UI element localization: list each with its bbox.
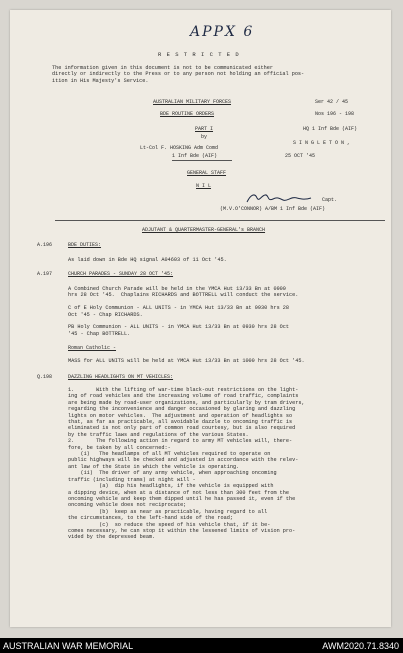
by-label: by xyxy=(201,134,208,140)
classification-heading: R E S T R I C T E D xyxy=(158,51,240,58)
general-staff-heading: GENERAL STAFF xyxy=(187,170,227,176)
order-numbers: Nos 196 - 198 xyxy=(315,111,355,117)
item-text: A Combined Church Parade will be held in the YMCA Hut 13/33 Bn at 0900 hrs 28 Oct '45. Chaplains RICHARDS and BOTTRELL will conduct the service. C of E Holy Communion - ALL UNITS - in YMCA Hut 13/33 Bn at 0930 hrs 28 Oct '45 - Chap RICHARDS. PB Holy Communion - ALL UNITS - in YMCA Hut 13/33 Bn at 0930 hrs 28 Oct '45 - Chap BOTTRELL. xyxy=(68,286,299,337)
section-title: ADJUTANT & QUARTERMASTER-GENERAL's BRANCH xyxy=(142,227,266,233)
serial-number: Ser 42 / 45 xyxy=(315,99,349,105)
security-notice: The information given in this document is not to be communicated either directly or indirectly to the Press or to any person not holding an official pos- ition in His Majesty's Service. xyxy=(52,65,305,84)
location: S I N G L E T O N , xyxy=(293,140,351,146)
handwritten-annotation: APPX 6 xyxy=(190,24,255,40)
commander-unit: 1 Inf Bde (AIF) xyxy=(172,153,218,159)
force-name: AUSTRALIAN MILITARY FORCES xyxy=(153,99,232,105)
item-text: As laid down in Bde HQ signal A04603 of 11 Oct '45. xyxy=(68,257,227,263)
item-text: 1. With the lifting of war-time black-out restrictions on the light- ing of road vehicles and the increasing volume of road traffic, complaints are being made by road-user organizations, and particularly by tram drivers, regarding the inconvenience and danger occasioned by glaring and dazzling lights on motor vehicles. The adjustment and operation of headlights so that, as far as practicable, all avoidable dazzle to oncoming traffic is eliminated is not only part of common road courtesy, but is also required by the traffic laws and regulations of the various States. 2. The following action in regard to army MT vehicles will, there- fore, be taken by all concerned:- (i) The headlamps of all MT vehicles required to operate on public highways will be checked and adjusted in accordance with the relev- ant law of the State in which the vehicle is operating. (ii) The driver of any army vehicle, when approaching oncoming traffic (including trams) at night will - (a) dip his headlights, if the vehicle is equipped with a dipping device, when at a distance of not less than 300 feet from the oncoming vehicle and keep them dipped until he has passed it, even if the oncoming vehicle does not reciprocate; (b) keep as near as practicable, having regard to all the circumstances, to the left-hand side of the road; (c) so reduce the speed of his vehicle that, if it be- comes necessary, he can stop it within the lessened limits of vision pro- vided by the depressed beam. xyxy=(68,387,305,541)
general-staff-nil: N I L xyxy=(196,183,212,189)
orders-title: BDE ROUTINE ORDERS xyxy=(160,111,215,117)
signatory: (M.V.O'CONNOR) A/BM 1 Inf Bde (AIF) xyxy=(220,206,326,212)
commander: Lt-Col F. HOSKING Adm Comd xyxy=(140,145,219,151)
item-title: CHURCH PARADES - SUNDAY 28 OCT '45: xyxy=(68,271,174,277)
item-subtitle: Roman Catholic - xyxy=(68,345,117,351)
archive-reference: AWM2020.71.8340 xyxy=(322,641,399,651)
section-divider xyxy=(55,220,385,221)
handwritten-signature xyxy=(245,190,315,206)
item-number: A.197 xyxy=(37,271,53,277)
unit-underline xyxy=(172,160,232,161)
archive-footer xyxy=(0,638,403,653)
item-number: Q.198 xyxy=(37,374,53,380)
item-title: DAZZLING HEADLIGHTS ON MT VEHICLES: xyxy=(68,374,174,380)
archive-name: AUSTRALIAN WAR MEMORIAL xyxy=(3,641,134,651)
item-subtext: MASS for ALL UNITS will be held at YMCA Hut 13/33 Bn at 1000 hrs 28 Oct '45. xyxy=(68,358,305,364)
item-number: A.196 xyxy=(37,242,53,248)
order-date: 25 OCT '45 xyxy=(285,153,316,159)
document-page xyxy=(10,10,391,627)
headquarters: HQ 1 Inf Bde (AIF) xyxy=(303,126,358,132)
signatory-rank: Capt. xyxy=(322,197,338,203)
item-title: BDE DUTIES: xyxy=(68,242,102,248)
part-label: PART I xyxy=(195,126,214,132)
